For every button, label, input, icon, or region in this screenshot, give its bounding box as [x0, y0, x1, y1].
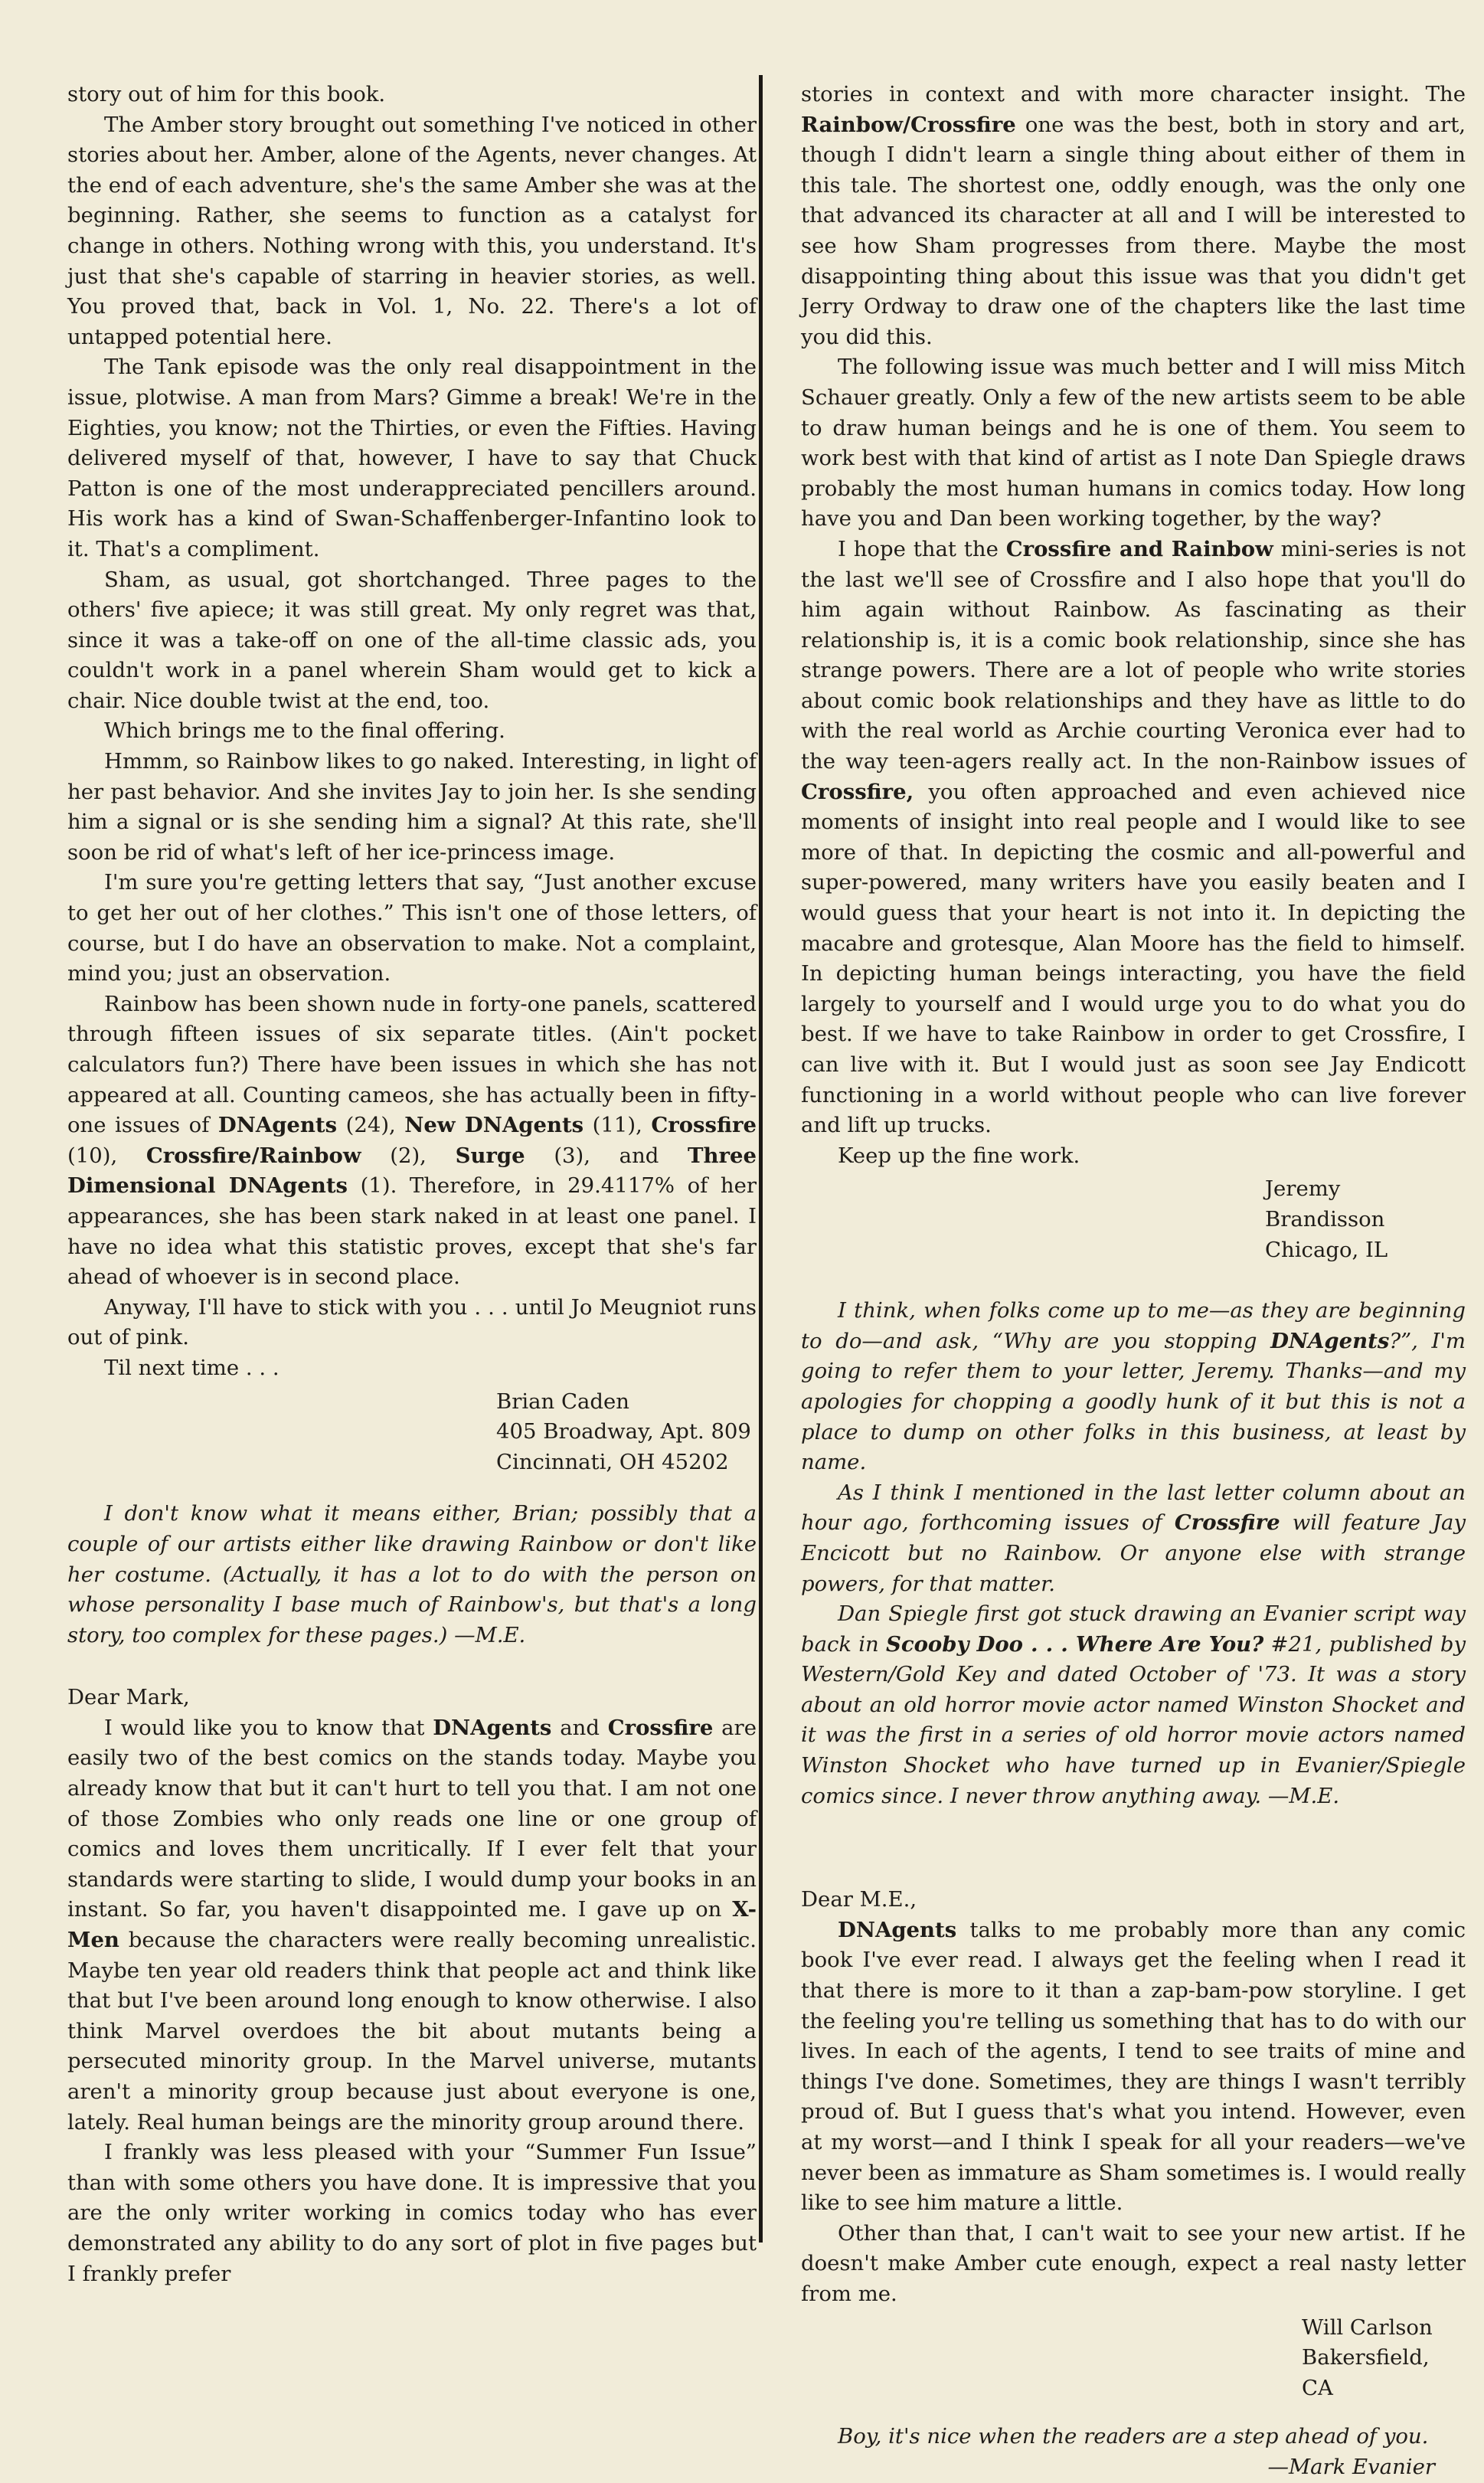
- signer-city: Bakersfield, CA: [1302, 2345, 1430, 2400]
- signer-name: Jeremy Brandisson: [1265, 1176, 1385, 1232]
- signer-city: Chicago, IL: [1265, 1237, 1388, 1262]
- salutation: Dear M.E.,: [801, 1887, 917, 1912]
- letter3-signature: [801, 2313, 1466, 2404]
- editor-reply: Boy, it's nice when the readers are a step ahead of you.: [838, 2424, 1429, 2449]
- editor-reply: I don't know what it means either, Brian; possibly that a couple of our artists either like drawing Rainbow or don't like her costume. (Actually, it has a lot to do with the person on whose personality I base much of Rainbow's, but that's a long story, too complex for these pages.) —M.E.: [67, 1501, 757, 1647]
- letter1-paragraph: I'm sure you're getting letters that say, “Just another excuse to get her out of her clothes.” This isn't one of those letters, of course, but I do have an observation to make. Not a complaint, mind you; just an observation.: [67, 870, 757, 986]
- letter2-paragraph: I would like you to know that DNAgents and Crossfire are easily two of the best comics on the stands today. Maybe you already know that but it can't hurt to tell you that. I am not one of those Zombies who only reads one line or one group of comics and loves them uncritically. If I ever felt that your standards were starting to slide, I would dump your books in an instant. So far, you haven't disappointed me. I gave up on X-Men because the characters were really becoming unrealistic. Maybe ten year old readers think that people act and think like that but I've been around long enough to know otherwise. I also think Marvel overdoes the bit about mutants being a persecuted minority group. In the Marvel universe, mutants aren't a minority group because just about everyone is one, lately. Real human beings are the minority group around there.: [67, 1715, 757, 2135]
- letter2-signature: [801, 1174, 1466, 1265]
- letter1-paragraph: Hmmm, so Rainbow likes to go naked. Interesting, in light of her past behavior. And she invites Jay to join her. Is she sending him a signal or is she sending him a signal? At this rate, she'll soon be rid of what's left of her ice-princess image.: [67, 749, 757, 865]
- editor-reply: I think, when folks come up to me—as they are beginning to do—and ask, “Why are you stopping DNAgents?”, I'm going to refer them to your letter, Jeremy. Thanks—and my apologies for chopping a goodly hunk of it but this is not a place to dump on other folks in this business, at least by name.: [801, 1298, 1466, 1475]
- editor-reply: As I think I mentioned in the last letter column about an hour ago, forthcoming issues of Crossfire will feature Jay Encicott but no Rainbow. Or anyone else with strange powers, for that matter.: [801, 1480, 1466, 1596]
- left-column: [67, 80, 757, 2289]
- signer-name: Will Carlson: [1302, 2315, 1433, 2340]
- letter2-paragraph: stories in context and with more character insight. The Rainbow/Crossfire one was the best, both in story and art, though I didn't learn a single thing about either of them in this tale. The shortest one, oddly enough, was the only one that advanced its character at all and I will be interested to see how Sham progresses from there. Maybe the most disappointing thing about this issue was that you didn't get Jerry Ordway to draw one of the chapters like the last time you did this.: [801, 82, 1466, 349]
- letter3-paragraph: DNAgents talks to me probably more than any comic book I've ever read. I always get the feeling when I read it that there is more to it than a zap-bam-pow storyline. I get the feeling you're telling us something that has to do with our lives. In each of the agents, I tend to see traits of mine and things I've done. Sometimes, they are things I wasn't terribly proud of. But I guess that's what you intend. However, even at my worst—and I think I speak for all your readers—we've never been as immature as Sham sometimes is. I would really like to see him mature a little.: [801, 1917, 1466, 2216]
- letter1-paragraph: Rainbow has been shown nude in forty-one panels, scattered through fifteen issues of six separate titles. (Ain't pocket calculators fun?) There have been issues in which she has not appeared at all. Counting cameos, she has actually been in fifty-one issues of DNAgents (24), New DNAgents (11), Crossfire (10), Crossfire/Rainbow (2), Surge (3), and Three Dimensional DNAgents (1). Therefore, in 29.4117% of her appearances, she has been stark naked in at least one panel. I have no idea what this statistic proves, except that she's far ahead of whoever is in second place.: [67, 991, 757, 1290]
- letter2-paragraph: Keep up the fine work.: [838, 1143, 1080, 1168]
- letter1-paragraph: The Tank episode was the only real disappointment in the issue, plotwise. A man from Mars? Gimme a break! We're in the Eighties, you know; not the Thirties, or even the Fifties. Having delivered myself of that, however, I have to say that Chuck Patton is one of the most underappreciated pencillers around. His work has a kind of Swan-Schaffenberger-Infantino look to it. That's a compliment.: [67, 355, 757, 561]
- letter2-paragraph: I frankly was less pleased with your “Summer Fun Issue” than with some others you have done. It is impressive that you are the only writer working in comics today who has ever demonstrated any ability to do any sort of plot in five pages but I frankly prefer: [67, 2140, 757, 2286]
- letter1-paragraph: The Amber story brought out something I've noticed in other stories about her. Amber, alone of the Agents, never changes. At the end of each adventure, she's the same Amber she was at the beginning. Rather, she seems to function as a catalyst for change in others. Nothing wrong with this, you understand. It's just that she's capable of starring in heavier stories, as well. You proved that, back in Vol. 1, No. 22. There's a lot of untapped potential here.: [67, 112, 757, 349]
- signer-address: 405 Broadway, Apt. 809: [496, 1419, 751, 1444]
- right-column: [801, 80, 1466, 2483]
- letter1-paragraph: story out of him for this book.: [67, 82, 386, 106]
- letter2-paragraph: The following issue was much better and I will miss Mitch Schauer greatly. Only a few of the new artists seem to be able to draw human beings and he is one of them. You seem to work best with that kind of artist as I note Dan Spiegle draws probably the most human humans in comics today. How long have you and Dan been working together, by the way?: [801, 355, 1466, 532]
- signer-name: Brian Caden: [496, 1389, 630, 1414]
- letter1-paragraph: Anyway, I'll have to stick with you . . . until Jo Meugniot runs out of pink.: [67, 1294, 757, 1350]
- salutation: Dear Mark,: [67, 1685, 190, 1710]
- letter1-paragraph: Sham, as usual, got shortchanged. Three pages to the others' five apiece; it was still great. My only regret was that, since it was a take-off on one of the all-time classic ads, you couldn't work in a panel wherein Sham would get to kick a chair. Nice double twist at the end, too.: [67, 567, 757, 713]
- editor-byline: —Mark Evanier: [1267, 2454, 1435, 2479]
- editor-reply: Dan Spiegle first got stuck drawing an Evanier script way back in Scooby Doo . . . Where Are You? #21, published by Western/Gold Key and dated October of '73. It was a story about an old horror movie actor named Winston Shocket and it was the first in a series of old horror movie actors named Winston Shocket who have turned up in Evanier/Spiegle comics since. I never throw anything away. —M.E.: [801, 1601, 1466, 1808]
- letter2-paragraph: I hope that the Crossfire and Rainbow mini-series is not the last we'll see of Crossfire and I also hope that you'll do him again without Rainbow. As fascinating as their relationship is, it is a comic book relationship, since she has strange powers. There are a lot of people who write stories about comic book relationships and they have as little to do with the real world as Archie courting Veronica ever had to the way teen-agers really act. In the non-Rainbow issues of Crossfire, you often approached and even achieved nice moments of insight into real people and I would like to see more of that. In depicting the cosmic and all-powerful and super-powered, many writers have you easily beaten and I would guess that your heart is not into it. In depicting the macabre and grotesque, Alan Moore has the field to himself. In depicting human beings interacting, you have the field largely to yourself and I would urge you to do what you do best. If we have to take Rainbow in order to get Crossfire, I can live with it. But I would just as soon see Jay Endicott functioning in a world without people who can live forever and lift up trucks.: [801, 536, 1466, 1138]
- letter1-paragraph: Which brings me to the final offering.: [104, 718, 505, 744]
- letter3-paragraph: Other than that, I can't wait to see your new artist. If he doesn't make Amber cute enough, expect a real nasty letter from me.: [801, 2220, 1466, 2306]
- letter1-paragraph: Til next time . . .: [104, 1355, 279, 1380]
- column-divider: [759, 75, 763, 2243]
- letter1-signature: [67, 1387, 757, 1478]
- signer-city: Cincinnati, OH 45202: [496, 1449, 729, 1474]
